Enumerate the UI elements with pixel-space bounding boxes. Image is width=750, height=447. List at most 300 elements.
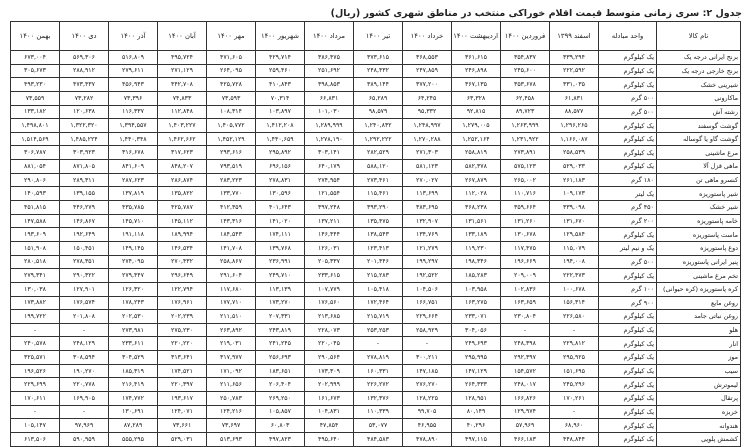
price-cell: ۹۲,۸۱۵ xyxy=(452,105,501,119)
table-row xyxy=(11,51,741,65)
price-cell: ۳۷۳,۶۱۵ xyxy=(354,51,403,65)
price-cell: ۴۹۵,۶۴۰ xyxy=(305,432,354,446)
price-cell: ۲۸۳,۲۲۳ xyxy=(207,173,256,187)
price-cell: ۶۶,۸۳۱ xyxy=(305,91,354,105)
price-cell: ۲۹۵,۸۹۲ xyxy=(256,146,305,160)
price-cell: ۱۹۴,۰۰۸ xyxy=(550,255,599,269)
price-cell: ۹۸,۵۷۹ xyxy=(354,105,403,119)
price-cell: ۴۴۶,۲۷۹ xyxy=(60,201,109,215)
price-cell: ۳۱۶,۶۷۸ xyxy=(109,146,158,160)
price-cell: - xyxy=(60,405,109,419)
price-cell: ۱۳۰,۵۹۶ xyxy=(256,187,305,201)
price-cell: ۱۳۳,۱۸۹ xyxy=(452,228,501,242)
price-cell: ۱,۲۷۸,۱۹۰ xyxy=(305,132,354,146)
price-cell: ۶۴,۲۴۵ xyxy=(403,91,452,105)
price-cell: ۲۲۰,۳۹۷ xyxy=(158,378,207,392)
price-cell: ۱۳۰,۶۷۸ xyxy=(501,228,550,242)
price-cell: ۴۷۱,۶۰۵ xyxy=(207,51,256,65)
item-name-cell: پنیر ایرانی پاستوریزه xyxy=(657,255,741,269)
price-cell: ۴۵۱,۸۱۵ xyxy=(11,201,60,215)
item-name-cell: شیر خشک xyxy=(657,201,741,215)
price-cell: ۸۴۸,۲۰۷ xyxy=(158,160,207,174)
price-cell: ۳۰۴,۰۵۶ xyxy=(452,323,501,337)
table-row xyxy=(11,187,741,201)
price-cell: ۶۵,۲۸۹ xyxy=(354,91,403,105)
price-cell: ۴۷۳,۴۳۷ xyxy=(60,78,109,92)
table-row xyxy=(11,160,741,174)
column-header: مرداد ۱۴۰۰ xyxy=(305,22,354,51)
table-row xyxy=(11,432,741,446)
price-cell: ۴۲۵,۷۸۷ xyxy=(158,201,207,215)
table-row xyxy=(11,119,741,133)
price-cell: ۲۲۲,۵۹۲ xyxy=(550,64,599,78)
price-cell: ۱,۴۰۵,۷۷۲ xyxy=(207,119,256,133)
price-cell: ۷۳,۲۸۲ xyxy=(60,91,109,105)
price-cell: ۴۰۱,۶۴۳ xyxy=(256,201,305,215)
price-cell: ۳۶۸,۵۵۳ xyxy=(403,51,452,65)
price-cell: ۴۹۷,۸۲۳ xyxy=(256,432,305,446)
price-cell: ۲۱۵,۷۱۹ xyxy=(354,310,403,324)
price-cell: ۲۴۸,۳۹۸ xyxy=(501,337,550,351)
price-cell: ۱,۲۹۲,۲۲۲ xyxy=(354,132,403,146)
price-cell: ۱,۲۸۹,۹۹۹ xyxy=(305,119,354,133)
price-cell: ۱۳۹,۷۶۸ xyxy=(256,241,305,255)
price-cell: ۱۱۷,۶۸۰ xyxy=(207,282,256,296)
table-row xyxy=(11,282,741,296)
price-cell: ۴۲۹,۷۱۴ xyxy=(256,51,305,65)
unit-cell: ۵۰۰ گرم xyxy=(599,91,657,105)
price-cell: ۳۱۷,۹۷۷ xyxy=(207,351,256,365)
price-cell: ۷۹۳,۵۱۹ xyxy=(207,160,256,174)
table-caption: جدول ۲: سری زمانی متوسط قیمت اقلام خوراکی منتخب در مناطق شهری کشور (ریال) xyxy=(330,8,742,19)
price-cell: ۱۹۹,۲۹۷ xyxy=(403,255,452,269)
price-cell: ۲۹۳,۶۱۶ xyxy=(207,146,256,160)
price-cell: ۱۴۱,۰۲۰ xyxy=(256,214,305,228)
price-cell: ۳۵۳,۶۷۸ xyxy=(501,78,550,92)
price-cell: ۵۱۳,۶۹۳ xyxy=(207,432,256,446)
unit-cell: یک و نیم لیتر xyxy=(599,241,657,255)
price-cell: ۱۶۹,۹۰۵ xyxy=(60,392,109,406)
price-cell: ۲۲۹,۸۱۲ xyxy=(550,337,599,351)
column-header: اردیبهشت ۱۴۰۰ xyxy=(452,22,501,51)
price-cell: ۳۵۹,۶۶۴ xyxy=(501,201,550,215)
price-cell: - xyxy=(501,323,550,337)
price-cell: ۱۹۳,۶۰۹ xyxy=(11,228,60,242)
price-cell: ۲۷۸,۸۱۹ xyxy=(354,351,403,365)
table-row xyxy=(11,241,741,255)
table-row xyxy=(11,364,741,378)
price-cell: ۱۳۵,۴۷۵ xyxy=(354,214,403,228)
price-cell: ۱۹۹,۷۲۲ xyxy=(11,310,60,324)
table-row xyxy=(11,64,741,78)
price-cell: ۲۲۰,۲۲۰ xyxy=(158,337,207,351)
price-cell: ۳۰۰,۲۱۱ xyxy=(403,351,452,365)
price-cell: ۱,۲۷۰,۲۸۸ xyxy=(403,132,452,146)
price-cell: ۲۵۸,۸۶۷ xyxy=(207,255,256,269)
unit-cell: یک کیلوگرم xyxy=(599,64,657,78)
price-cell: ۱۰۴,۸۳۱ xyxy=(305,405,354,419)
price-cell: ۲۶۹,۲۵۰ xyxy=(256,392,305,406)
item-name-cell: پرتقال xyxy=(657,392,741,406)
price-cell: ۴۶۶,۱۸۳ xyxy=(501,432,550,446)
price-cell: ۲۲۹,۶۶۴ xyxy=(403,310,452,324)
price-cell: ۱۰۹,۱۷۳ xyxy=(550,187,599,201)
price-cell: ۱۷۱,۰۹۲ xyxy=(207,364,256,378)
price-cell: ۳۳۹,۲۹۴ xyxy=(550,51,599,65)
price-cell: ۲۴۶,۸۹۸ xyxy=(452,64,501,78)
price-cell: ۳۸۶,۴۷۵ xyxy=(305,51,354,65)
price-cell: ۲۳۰,۸۰۴ xyxy=(501,310,550,324)
price-cell: ۲۲۶,۵۸۰ xyxy=(550,310,599,324)
price-cell: ۱۴۱,۷۰۸ xyxy=(207,241,256,255)
price-cell: ۱۰۸,۳۱۴ xyxy=(207,105,256,119)
price-cell: ۲۷۹,۶۱۱ xyxy=(109,64,158,78)
price-cell: ۲۵۰,۷۸۳ xyxy=(207,392,256,406)
price-cell: ۲۴۱,۲۴۵ xyxy=(256,337,305,351)
price-cell: ۲۷۰,۰۲۷ xyxy=(403,173,452,187)
price-cell: ۲۵۸,۵۳۹ xyxy=(550,146,599,160)
table-row xyxy=(11,132,741,146)
price-cell: ۱۶۳,۶۵۹ xyxy=(501,296,550,310)
price-cell: ۲۵۸,۹۲۹ xyxy=(403,323,452,337)
price-cell: ۱۲۲,۷۹۴ xyxy=(158,282,207,296)
price-cell: ۱۳۷,۲۱۱ xyxy=(305,214,354,228)
price-cell: ۱,۴۵۲,۱۲۹ xyxy=(207,132,256,146)
item-name-cell: ماست پاستوریزه xyxy=(657,228,741,242)
table-row xyxy=(11,296,741,310)
price-cell: ۱۴۳,۳۱۶ xyxy=(207,214,256,228)
table-row xyxy=(11,310,741,324)
price-cell: ۱۰۷,۷۷۹ xyxy=(305,282,354,296)
price-cell: ۲۷۸,۸۳۱ xyxy=(256,173,305,187)
price-cell: ۳۱۳,۶۴۱ xyxy=(158,351,207,365)
price-cell: ۱۹۳,۶۱۷ xyxy=(158,392,207,406)
price-cell: ۲۸۶,۸۷۴ xyxy=(158,173,207,187)
price-cell: ۱,۲۷۹,۰۰۵ xyxy=(452,119,501,133)
price-cell: ۱۸۵,۳۱۹ xyxy=(109,364,158,378)
item-name-cell: روغن نباتی جامد xyxy=(657,310,741,324)
item-name-cell: ماهی قزل آلا xyxy=(657,160,741,174)
price-cell: ۱۳۳,۱۸۲ xyxy=(11,105,60,119)
price-cell: ۱۸۹,۹۹۴ xyxy=(158,228,207,242)
price-cell: ۸۰,۱۴۹ xyxy=(452,405,501,419)
price-cell: ۱۱۳,۶۹۹ xyxy=(403,187,452,201)
price-cell: ۲۴۷,۸۵۹ xyxy=(403,64,452,78)
column-header: نام کالا xyxy=(657,22,741,51)
price-cell: ۵۳,۰۷۷ xyxy=(354,419,403,433)
price-cell: ۳۱۷,۶۲۳ xyxy=(158,146,207,160)
price-cell: ۲۹۱,۶۰۴ xyxy=(207,269,256,283)
price-cell: ۲۶۷,۸۷۹ xyxy=(452,173,501,187)
price-cell: ۲۵۹,۴۶۰ xyxy=(256,64,305,78)
price-cell: ۵۲۹,۰۳۱ xyxy=(158,432,207,446)
table-row xyxy=(11,228,741,242)
unit-cell: یک کیلوگرم xyxy=(599,323,657,337)
price-cell: ۱۹۰,۲۷۰ xyxy=(60,364,109,378)
price-cell: ۴۶,۹۵۵ xyxy=(403,419,452,433)
unit-cell: ۲۰۰ گرم xyxy=(599,214,657,228)
price-cell: ۲۰۹,۰۰۹ xyxy=(501,269,550,283)
table-row xyxy=(11,405,741,419)
price-cell: ۳۹۳,۲۹۰ xyxy=(354,201,403,215)
price-cell: ۲۴۹,۷۱۰ xyxy=(256,269,305,283)
price-cell: ۱۷۰,۶۱۱ xyxy=(11,392,60,406)
price-cell: ۴۴۲,۷۰۸ xyxy=(158,78,207,92)
price-cell: ۸۸۱,۰۵۴ xyxy=(11,160,60,174)
price-cell: ۲۹۵,۹۹۵ xyxy=(452,351,501,365)
price-cell: ۷۴,۸۳۳ xyxy=(158,91,207,105)
price-cell: ۲۰۲,۵۳۰ xyxy=(109,310,158,324)
price-cell: ۱۳۱,۲۶۰ xyxy=(501,214,550,228)
price-cell: ۵۸۱,۱۲۳ xyxy=(403,160,452,174)
price-cell: ۲۸۹,۳۱۱ xyxy=(60,173,109,187)
unit-cell: یک کیلوگرم xyxy=(599,310,657,324)
item-name-cell: مرغ ماشینی xyxy=(657,146,741,160)
item-name-cell: موز xyxy=(657,351,741,365)
price-cell: ۲۳۶,۹۹۱ xyxy=(256,255,305,269)
price-cell: ۲۱۹,۰۳۱ xyxy=(207,337,256,351)
price-cell: ۲۷۱,۳۰۳ xyxy=(403,146,452,160)
price-cell: ۶۱۳,۵۰۶ xyxy=(11,432,60,446)
price-cell: ۱۷۶,۹۶۱ xyxy=(158,296,207,310)
item-name-cell: کنسرو ماهی تن xyxy=(657,173,741,187)
price-cell: ۵۸۸,۱۲۰ xyxy=(354,160,403,174)
price-cell: ۱۱۹,۲۳۰ xyxy=(452,241,501,255)
price-cell: ۴۱۲,۳۵۹ xyxy=(207,201,256,215)
price-cell: ۲۷۳,۹۸۱ xyxy=(109,323,158,337)
price-cell: ۱۳۱,۵۶۱ xyxy=(452,214,501,228)
price-cell: ۲۵۸,۸۱۹ xyxy=(452,146,501,160)
price-cell: ۱,۵۱۴,۵۶۹ xyxy=(11,132,60,146)
price-cell: - xyxy=(60,323,109,337)
item-name-cell: رشته آش xyxy=(657,105,741,119)
price-cell: ۱۸۴,۵۴۳ xyxy=(207,228,256,242)
price-cell: ۵۹۰,۹۵۹ xyxy=(60,432,109,446)
price-cell: ۲۷۵,۲۳۰ xyxy=(158,323,207,337)
price-cell: ۳۶۸,۲۳۸ xyxy=(452,201,501,215)
price-cell: ۲۷۹,۳۴۱ xyxy=(11,269,60,283)
header-row xyxy=(11,22,741,51)
price-cell: ۱۱۰,۳۳۹ xyxy=(354,405,403,419)
column-header: خرداد ۱۴۰۰ xyxy=(403,22,452,51)
price-cell: ۷۳,۵۵۹ xyxy=(11,91,60,105)
price-cell: ۱۰۵,۸۵۷ xyxy=(256,405,305,419)
price-cell: ۱۱۷,۴۷۵ xyxy=(501,241,550,255)
price-cell: ۲۳۳,۶۱۱ xyxy=(109,337,158,351)
price-cell: ۱۸۵,۲۸۳ xyxy=(452,269,501,283)
price-cell: ۲۶۱,۱۸۳ xyxy=(550,173,599,187)
column-header: اسفند ۱۳۹۹ xyxy=(550,22,599,51)
price-cell: ۴۸۴,۵۸۳ xyxy=(354,432,403,446)
price-cell: ۱,۴۰۳,۲۲۷ xyxy=(158,119,207,133)
unit-cell: یک کیلوگرم xyxy=(599,228,657,242)
price-cell: ۴۹۷,۱۱۵ xyxy=(452,432,501,446)
price-cell: ۲۳۳,۶۱۵ xyxy=(305,269,354,283)
price-cell: ۲۶۳,۸۹۲ xyxy=(207,323,256,337)
price-cell: ۱۹۶,۵۲۶ xyxy=(11,364,60,378)
price-cell: ۱,۲۹۶,۲۶۵ xyxy=(550,119,599,133)
price-cell: ۲۲۶,۲۷۲ xyxy=(354,378,403,392)
price-cell: ۳۳۱,۰۳۵ xyxy=(550,78,599,92)
price-cell: ۴۳۵,۷۸۵ xyxy=(109,201,158,215)
item-name-cell: شیرینی خشک xyxy=(657,78,741,92)
price-cell: ۱۱۲,۸۴۸ xyxy=(158,105,207,119)
table-row xyxy=(11,269,741,283)
price-cell: ۸۷۱,۸۰۵ xyxy=(60,160,109,174)
price-cell: ۱۹۸,۳۴۶ xyxy=(452,255,501,269)
price-cell: ۷۳,۳۹۶ xyxy=(109,91,158,105)
price-cell: ۶۴۰,۱۷۹ xyxy=(305,160,354,174)
price-cell: ۲۹۵,۹۲۵ xyxy=(550,351,599,365)
price-cell: ۲۴۸,۰۱۷ xyxy=(501,378,550,392)
price-cell: ۱۹۱,۱۱۸ xyxy=(109,228,158,242)
item-name-cell: شیر پاستوریزه xyxy=(657,187,741,201)
price-cell: ۱۵۰,۴۵۱ xyxy=(60,241,109,255)
price-cell: ۱۶۳,۲۷۵ xyxy=(452,296,501,310)
price-cell: ۲۷۱,۱۲۹ xyxy=(158,64,207,78)
price-cell: ۲۷۳,۸۹۱ xyxy=(501,146,550,160)
price-cell: ۴۹۳,۲۳۰ xyxy=(11,78,60,92)
price-cell: ۲۱۳,۶۸۵ xyxy=(305,310,354,324)
price-cell: ۱۳۵,۸۲۲ xyxy=(158,187,207,201)
item-name-cell: برنج خارجی درجه یک xyxy=(657,64,741,78)
price-cell: ۳۲۵,۵۷۱ xyxy=(11,351,60,365)
price-cell: ۲۹۲,۳۹۷ xyxy=(501,351,550,365)
price-cell: ۲۷۸,۳۵۱ xyxy=(60,255,109,269)
price-cell: ۲۹۶,۶۴۹ xyxy=(158,269,207,283)
column-header: بهمن ۱۴۰۰ xyxy=(11,22,60,51)
price-cell: ۱۵۴,۵۷۲ xyxy=(501,364,550,378)
price-cell: ۳۸۳,۶۹۵ xyxy=(403,201,452,215)
table-row xyxy=(11,323,741,337)
price-cell: ۲۲۸,۰۷۳ xyxy=(305,323,354,337)
price-cell: - xyxy=(403,337,452,351)
price-cell: ۱۴۷,۱۸۵ xyxy=(403,364,452,378)
column-header: آبان ۱۴۰۰ xyxy=(158,22,207,51)
price-cell: ۱,۴۱۲,۲۰۸ xyxy=(256,119,305,133)
price-cell: ۱۰۰,۶۷۸ xyxy=(550,282,599,296)
price-cell: ۱۳۷,۸۱۹ xyxy=(109,187,158,201)
price-cell: ۳۹۸,۸۵۳ xyxy=(305,78,354,92)
item-name-cell: لیموترش xyxy=(657,378,741,392)
unit-cell: یک کیلوگرم xyxy=(599,364,657,378)
price-cell: ۶۰,۸۰۳ xyxy=(256,419,305,433)
price-cell: ۱۲۶,۳۲۰ xyxy=(109,282,158,296)
price-cell: ۱۲۹,۹۷۴ xyxy=(501,405,550,419)
price-cell: - xyxy=(354,337,403,351)
price-cell: ۲۲۰,۷۷۸ xyxy=(60,378,109,392)
price-cell: ۲۷۳,۴۶۱ xyxy=(354,173,403,187)
price-cell: ۲۷۴,۰۹۵ xyxy=(109,255,158,269)
price-cell: ۱۰۵,۴۱۸ xyxy=(354,282,403,296)
price-cell: ۳۷۷,۲۰۰ xyxy=(403,78,452,92)
unit-cell: ۹۰۰ گرم xyxy=(599,296,657,310)
price-cell: ۱۰۴,۵۰۶ xyxy=(403,282,452,296)
price-cell: ۱۳۲,۹۰۷ xyxy=(403,214,452,228)
price-cell: ۱۵۶,۳۱۴ xyxy=(550,296,599,310)
price-cell: ۲۴۵,۲۹۶ xyxy=(550,378,599,392)
price-cell: ۲۰۲,۲۳۹ xyxy=(158,310,207,324)
price-cell: ۱,۱۶۶,۰۸۷ xyxy=(550,132,599,146)
price-cell: ۴۰,۲۹۶ xyxy=(452,419,501,433)
price-cell: ۱۰۱,۰۳۰ xyxy=(305,105,354,119)
price-cell: ۱۷۴,۷۷۲ xyxy=(109,392,158,406)
price-cell: ۲۵۱,۶۹۲ xyxy=(305,64,354,78)
price-cell: ۵۷۵,۱۲۳ xyxy=(501,160,550,174)
price-cell: ۱۲۹,۵۸۴ xyxy=(550,228,599,242)
price-cell: ۲۴۳,۸۱۹ xyxy=(256,323,305,337)
item-name-cell: گوشت گوسفند xyxy=(657,119,741,133)
price-cell: ۲۴۰,۵۷۸ xyxy=(11,337,60,351)
price-cell: ۱۳۴,۷۶۹ xyxy=(403,228,452,242)
table-row xyxy=(11,78,741,92)
price-cell: ۲۳۳,۰۷۱ xyxy=(452,310,501,324)
price-cell: ۱۴۹,۱۴۵ xyxy=(109,241,158,255)
price-cell: ۲۸۸,۹۱۲ xyxy=(60,64,109,78)
price-cell: ۲۵۶,۶۹۳ xyxy=(256,351,305,365)
price-cell: ۲۷۹,۴۴۷ xyxy=(109,269,158,283)
price-cell: ۳۵۴,۸۳۷ xyxy=(501,51,550,65)
price-cell: ۶۳,۳۲۸ xyxy=(452,91,501,105)
price-cell: ۸۸,۵۷۷ xyxy=(550,105,599,119)
price-cell: ۹۷,۹۶۹ xyxy=(60,419,109,433)
unit-cell: یک لیتر xyxy=(599,187,657,201)
unit-cell: یک کیلوگرم xyxy=(599,351,657,365)
price-cell: ۱۲۳,۴۱۳ xyxy=(354,241,403,255)
price-cell: ۱۱۵,۰۷۹ xyxy=(550,241,599,255)
unit-cell: ۱۰۰ گرم xyxy=(599,282,657,296)
price-cell: ۱۶۰,۳۳۱ xyxy=(354,364,403,378)
unit-cell: یک کیلوگرم xyxy=(599,378,657,392)
price-cell: ۱۴۷,۱۲۹ xyxy=(452,364,501,378)
price-cell: ۲۰۲,۹۹۹ xyxy=(305,378,354,392)
unit-cell: ۵۰۰ گرم xyxy=(599,105,657,119)
item-name-cell: خربزه xyxy=(657,405,741,419)
price-cell: ۲۹۰,۸۰۶ xyxy=(11,173,60,187)
unit-cell: یک کیلوگرم xyxy=(599,269,657,283)
price-cell: ۱,۴۸۵,۲۲۴ xyxy=(60,132,109,146)
price-cell: ۳۳۹,۰۹۸ xyxy=(550,201,599,215)
price-cell: ۲۸۲,۵۲۹ xyxy=(354,146,403,160)
price-cell: ۷۳,۶۹۷ xyxy=(207,419,256,433)
price-cell: ۷۳,۵۹۳ xyxy=(207,91,256,105)
price-cell: ۴۹۵,۷۲۴ xyxy=(158,51,207,65)
price-cell: ۹۹,۷۰۵ xyxy=(403,405,452,419)
price-cell: ۵۸۲,۳۷۸ xyxy=(452,160,501,174)
price-cell: ۲۰۱,۴۴۶ xyxy=(354,255,403,269)
price-cell: ۶۸,۹۶۰ xyxy=(550,419,599,433)
price-cell: ۷۳,۶۶۱ xyxy=(158,419,207,433)
unit-cell: یک کیلوگرم xyxy=(599,146,657,160)
item-name-cell: خامه پاستوریزه xyxy=(657,214,741,228)
table-body xyxy=(11,51,741,447)
price-cell: ۱۷۳,۲۷۰ xyxy=(256,296,305,310)
price-cell: ۱۷۶,۵۶۰ xyxy=(305,296,354,310)
price-cell: ۵۶۹,۳۰۶ xyxy=(60,51,109,65)
price-cell: ۱۲۱,۲۷۹ xyxy=(403,241,452,255)
price-cell: ۲۱۱,۶۵۶ xyxy=(207,378,256,392)
price-cell: ۱۹۶,۶۶۹ xyxy=(501,255,550,269)
price-cell: ۱,۴۴۰,۳۴۸ xyxy=(109,132,158,146)
price-cell: ۵۷,۹۶۹ xyxy=(501,419,550,433)
price-cell: ۱۳۲,۳۷۶ xyxy=(354,392,403,406)
unit-cell: ۱۸۰ گرم xyxy=(599,173,657,187)
price-cell: ۶۹۶,۱۵۶ xyxy=(256,160,305,174)
price-cell: ۱۲۷,۹۰۱ xyxy=(60,282,109,296)
table-row xyxy=(11,337,741,351)
price-cell: ۱,۲۳۱,۹۲۲ xyxy=(501,132,550,146)
price-cell: ۳۰۳,۱۴۱ xyxy=(305,146,354,160)
